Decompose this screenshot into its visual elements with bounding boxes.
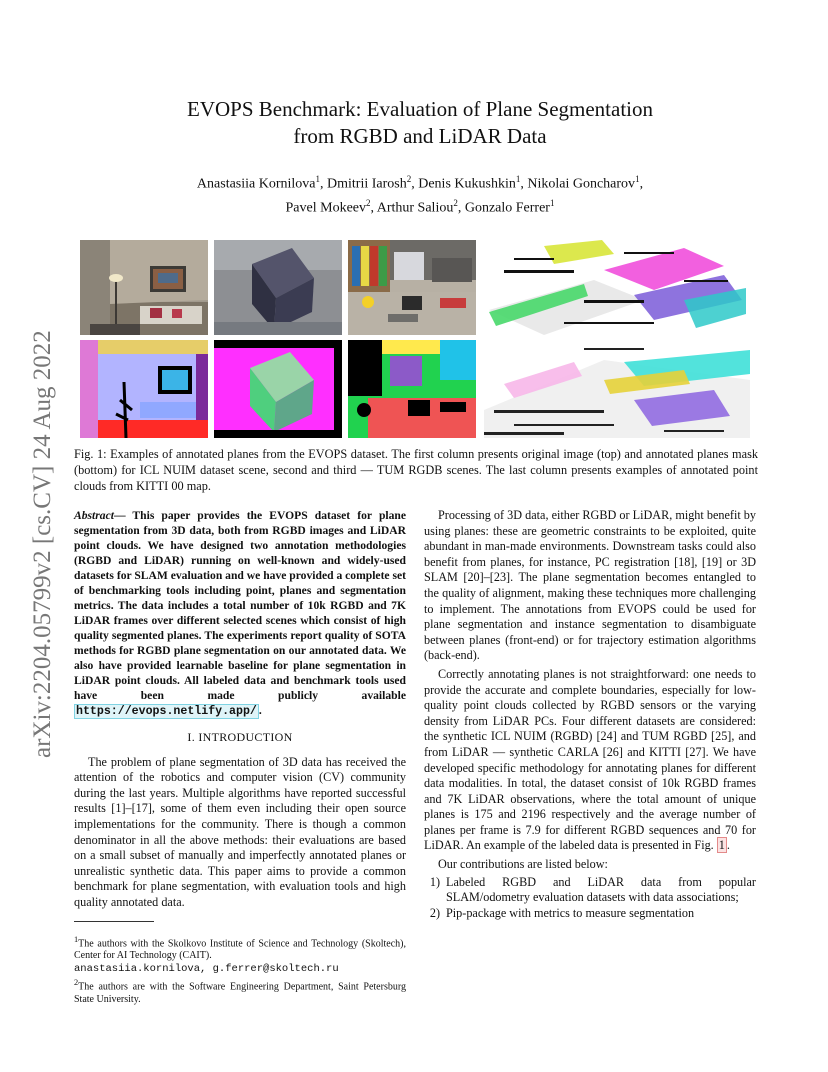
figure-reference-link[interactable]: 1 <box>718 838 725 853</box>
abstract-body: — This paper provides the EVOPS dataset for plane segmentation from 3D data, both from RGBD images and LiDAR point clouds. We have designed two annotation methodologies (RGBD and LiDAR) running on well-known and widely-used datasets for SLAM evaluation and we have provided a complete set of benchmarking tools including point, planes and segmentation metrics. The data includes a total number of 10k RGBD and 7K LiDAR frames over different selected scenes which consist of high quality segmented planes. The experiments report quality of SOTA methods for RGBD plane segmentation on our annotated data. We also have provided learnable baseline for plane segmentation in LiDAR point clouds. All labeled data and benchmark tools used have been made publicly available <box>74 509 406 702</box>
kitti-point-cloud-bottom <box>484 340 750 438</box>
footnote-rule <box>74 921 154 922</box>
figure-caption: Fig. 1: Examples of annotated planes from the EVOPS dataset. The first column presents original image (top) and annotated planes mask (bottom) for ICL NUIM dataset scene, second and third — TUM RGDB scenes. The last column presents examples of annotated point clouds from KITTI 00 map. <box>74 447 758 493</box>
list-text: Labeled RGBD and LiDAR data from popular SLAM/odometry evaluation datasets with data associations; <box>446 874 756 905</box>
author-list <box>100 170 740 217</box>
project-url-link[interactable]: https://evops.netlify.app/ <box>76 705 257 718</box>
author: Gonzalo Ferrer <box>464 200 550 216</box>
tum-box-original-image <box>214 240 342 335</box>
author-affiliation: 1 <box>315 174 321 184</box>
body-paragraph <box>424 667 756 854</box>
footnote-text: The authors with the Skolkovo Institute of Science and Technology (Skoltech), Center for AI Technology (CAIT). <box>74 937 406 962</box>
left-column <box>74 508 406 1007</box>
title-line-1: EVOPS Benchmark: Evaluation of Plane Segmentation <box>187 97 653 121</box>
icl-nuim-plane-mask <box>80 340 208 438</box>
tum-desk-plane-mask <box>348 340 476 438</box>
author-sep: , <box>639 176 644 192</box>
abstract: Abstract— This paper provides the EVOPS dataset for plane segmentation from 3D data, both from RGBD images and LiDAR point clouds. We have designed two annotation methodologies (RGBD and LiDAR) running on well-known and widely-used datasets for SLAM evaluation and we have provided a complete set of benchmarking tools including point, planes and segmentation metrics. The data includes a total number of 10k RGBD and 7K LiDAR frames over different selected scenes which consist of high quality segmented planes. The experiments report quality of SOTA methods for RGBD plane segmentation on our annotated data. We also have provided learnable baseline for plane segmentation in LiDAR point clouds. All labeled data and benchmark tools used have been made publicly available https://evops.netlify.app/ . <box>74 509 406 718</box>
right-column <box>424 508 756 921</box>
paragraph-text-end: . <box>726 838 730 853</box>
author-emails: anastasiia.kornilova, g.ferrer@skoltech.ru <box>74 962 339 975</box>
list-number: 1) <box>429 874 440 889</box>
paper-title <box>100 96 740 150</box>
footnote-text: The authors are with the Software Engineering Department, Saint Petersburg State University. <box>74 981 406 1006</box>
list-text: Pip-package with metrics to measure segmentation <box>446 905 695 920</box>
author: Denis Kukushkin <box>418 176 516 192</box>
author: Anastasiia Kornilova <box>196 176 316 192</box>
arxiv-identifier <box>20 280 60 760</box>
body-paragraph: Our contributions are listed below: <box>438 857 608 872</box>
author: Pavel Mokeev <box>285 200 366 216</box>
abstract-label: Abstract <box>74 509 114 522</box>
author-affiliation: 2 <box>366 197 371 208</box>
author-sep: , <box>457 200 465 216</box>
contribution-list <box>424 875 756 922</box>
list-item <box>424 906 756 922</box>
author: Nikolai Goncharov <box>527 176 636 192</box>
author-affiliation: 1 <box>635 174 640 184</box>
title-line-2: from RGBD and LiDAR Data <box>293 124 547 148</box>
author-sep: , <box>320 176 328 192</box>
paragraph-text: Correctly annotating planes is not straightforward: one needs to provide the accurate and complete boundaries, especially for low-quality point clouds collected by RGBD sensors or the varying density from LiDAR PCs. Four different datasets are considered: the synthetic ICL NUIM (RGBD) [24] and TUM RGBD [25], and from LiDAR — synthetic CARLA [26] and KITTI [27]. We have developed specific methodology for annotating planes for different data modalities. In total, the dataset consist of 10k RGBD frames and 7K LiDAR observations, where the total amount of unique planes is 175 and 2196 respectively and the average number of planes per frame is 7.9 for different RGBD sequences and 70 for LiDAR. An example of the labeled data is presented in Fig. <box>424 666 756 853</box>
section-heading-introduction: I. INTRODUCTION <box>187 730 293 744</box>
kitti-point-cloud-top <box>484 240 750 338</box>
figure-1 <box>80 240 750 438</box>
arxiv-id-text: arXiv:2204.05799v2 [cs.CV] 24 Aug 2022 <box>29 330 56 758</box>
body-paragraph: Processing of 3D data, either RGBD or LiDAR, might benefit by using planes: these are geometric constraints to be exploited, quite abundant in man-made environments. Downstream tasks could also benefit from planes, for instance, PC registration [18], [19] or 3D SLAM [20]–[23]. The plane segmentation becomes entangled to the quality of alignment, making these techniques more challenging to implement. The annotations from EVOPS could be used for plane segmentation and instance segmentation to disambiguate between planes (front-end) or for trajectory estimation algorithms (back-end). <box>424 508 756 663</box>
author-affiliation: 2 <box>453 197 458 208</box>
author-affiliation: 1 <box>515 174 521 184</box>
intro-paragraph: The problem of plane segmentation of 3D data has received the attention of the robotics and computer vision (CV) community during the last years. Multiple algorithms have reported successful results [1]–[17], some of them even including their open source implementations for the community. There is though a common denominator in all the above methods: their evaluations are based on a small subset of manually and imperfectly annotated planes or unrealistic synthetic data. This paper aims to provide a common benchmark for plane segmentation, with evaluation tools and high quality annotated data. <box>74 754 406 909</box>
author-sep: , <box>370 200 377 216</box>
author-sep: , <box>411 176 419 192</box>
list-item <box>424 875 756 906</box>
tum-box-plane-mask <box>214 340 342 438</box>
author-affiliation: 2 <box>406 174 412 184</box>
author: Arthur Saliou <box>376 200 454 216</box>
footnote-1 <box>74 934 406 976</box>
footnote-mark: 2 <box>74 978 79 988</box>
author-sep: , <box>520 176 528 192</box>
icl-nuim-original-image <box>80 240 208 335</box>
footnote-mark: 1 <box>74 934 79 944</box>
footnote-2 <box>74 977 406 1006</box>
author-affiliation: 1 <box>549 197 555 208</box>
author: Dmitrii Iarosh <box>327 176 407 192</box>
tum-desk-original-image <box>348 240 476 335</box>
list-number: 2) <box>429 905 440 920</box>
